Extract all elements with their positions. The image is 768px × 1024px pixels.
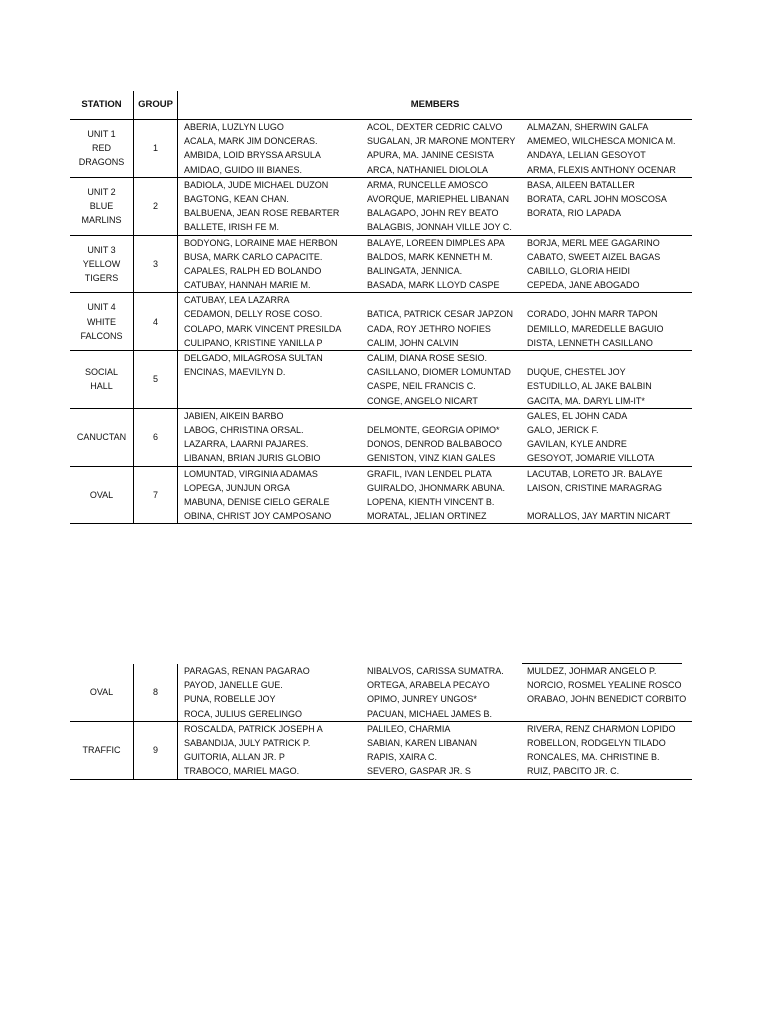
member-column [184, 664, 367, 721]
member-name: BODYONG, LORAINE MAE HERBON [184, 237, 338, 248]
member-name: CASPE, NEIL FRANCIS C. [367, 381, 476, 392]
member-name: AMEMEO, WILCHESCA MONICA M. [527, 136, 676, 147]
member-name: BADIOLA, JUDE MICHAEL DUZON [184, 179, 329, 190]
members-cell [178, 664, 693, 721]
group-number: 7 [134, 466, 178, 524]
member-name: MORALLOS, JAY MARTIN NICART [527, 511, 671, 522]
member-column [184, 236, 367, 293]
member-name: ARMA, FLEXIS ANTHONY OCENAR [527, 164, 676, 175]
member-column [184, 293, 367, 350]
station-name-line: WHITE [87, 316, 116, 327]
member-name: COLAPO, MARK VINCENT PRESILDA [184, 323, 342, 334]
member-name: ALMAZAN, SHERWIN GALFA [527, 122, 649, 132]
member-name: LOMUNTAD, VIRGINIA ADAMAS [184, 468, 318, 479]
members-cell [178, 293, 693, 351]
station-name-line: CANUCTAN [76, 432, 127, 443]
member-name: PUNA, ROBELLE JOY [184, 694, 276, 705]
member-name: SEVERO, GASPAR JR. S [367, 766, 471, 777]
member-name: CABATO, SWEET AIZEL BAGAS [527, 251, 661, 262]
station-name-line: UNIT 3 [87, 244, 116, 255]
roster-body-top [70, 91, 692, 524]
member-column [367, 293, 527, 350]
member-name: MULDEZ, JOHMAR ANGELO P. [527, 666, 657, 676]
member-column [367, 722, 527, 779]
member-column [527, 236, 692, 293]
member-name: TRABOCO, MARIEL MAGO. [184, 766, 300, 777]
member-name: ENCINAS, MAEVILYN D. [184, 367, 286, 378]
station-name-line: RED [91, 143, 111, 154]
roster-body-bottom [70, 664, 692, 779]
member-name: DUQUE, CHESTEL JOY [527, 367, 626, 378]
group-row [70, 664, 692, 721]
member-column [527, 293, 692, 350]
member-name: MABUNA, DENISE CIELO GERALE [184, 496, 330, 507]
member-name: BATICA, PATRICK CESAR JAPZON [367, 309, 514, 320]
station-name-line: UNIT 2 [87, 186, 116, 197]
member-column [367, 409, 527, 466]
member-name: BALLETE, IRISH FE M. [184, 222, 280, 233]
member-column [367, 664, 527, 721]
member-name: DELMONTE, GEORGIA OPIMO* [367, 424, 500, 435]
member-column [367, 467, 527, 524]
member-name: LABOG, CHRISTINA ORSAL. [184, 424, 304, 435]
member-name: RIVERA, RENZ CHARMON LOPIDO [527, 723, 676, 734]
member-name: CABILLO, GLORIA HEIDI [527, 265, 631, 276]
member-column [527, 409, 692, 466]
member-name: DELGADO, MILAGROSA SULTAN [184, 353, 323, 363]
member-name: ROCA, JULIUS GERELINGO [184, 708, 303, 719]
station-cell [70, 235, 134, 293]
member-name: DEMILLO, MAREDELLE BAGUIO [527, 323, 664, 334]
group-header: GROUP [134, 91, 178, 120]
header-row [70, 91, 692, 120]
member-name: BAGTONG, KEAN CHAN. [184, 193, 289, 204]
member-name: NIBALVOS, CARISSA SUMATRA. [367, 666, 504, 676]
member-name [367, 409, 527, 423]
member-name: CADA, ROY JETHRO NOFIES [367, 323, 491, 334]
member-name: PAYOD, JANELLE GUE. [184, 680, 283, 691]
member-name: PARAGAS, RENAN PAGARAO [184, 666, 310, 676]
member-name: CATUBAY, HANNAH MARIE M. [184, 280, 311, 291]
group-row [70, 351, 692, 409]
group-row [70, 235, 692, 293]
station-cell [70, 351, 134, 409]
group-row [70, 408, 692, 466]
member-name: ORTEGA, ARABELA PECAYO [367, 680, 490, 691]
member-name: ANDAYA, LELIAN GESOYOT [527, 150, 646, 161]
member-name: SUGALAN, JR MARONE MONTERY [367, 136, 516, 147]
group-number: 8 [134, 664, 178, 721]
group-number: 4 [134, 293, 178, 351]
member-name: PALILEO, CHARMIA [367, 723, 451, 734]
station-cell [70, 177, 134, 235]
member-name: CALIM, JOHN CALVIN [367, 337, 459, 348]
station-name-line: OVAL [89, 687, 114, 698]
members-cell [178, 177, 693, 235]
member-name: CAPALES, RALPH ED BOLANDO [184, 265, 322, 276]
station-name-line: MARLINS [81, 215, 122, 226]
member-column [184, 409, 367, 466]
member-name: BALBUENA, JEAN ROSE REBARTER [184, 208, 340, 219]
member-column [367, 236, 527, 293]
member-name: BALDOS, MARK KENNETH M. [367, 251, 493, 262]
roster-table-bottom [70, 664, 692, 780]
member-name: RONCALES, MA. CHRISTINE B. [527, 752, 660, 763]
member-name [527, 220, 692, 234]
member-name [367, 293, 527, 307]
member-name: OPIMO, JUNREY UNGOS* [367, 694, 477, 705]
station-name-line: YELLOW [82, 258, 121, 269]
group-row [70, 466, 692, 524]
member-column [184, 467, 367, 524]
member-column [367, 351, 527, 408]
member-column [184, 178, 367, 235]
member-name: BASA, AILEEN BATALLER [527, 179, 635, 190]
member-name: GESOYOT, JOMARIE VILLOTA [527, 453, 655, 464]
member-column [367, 178, 527, 235]
station-name-line: FALCONS [80, 330, 123, 341]
station-cell [70, 120, 134, 178]
member-name: AMBIDA, LOID BRYSSA ARSULA [184, 150, 321, 161]
station-name-line: BLUE [89, 201, 114, 212]
member-column [184, 120, 367, 177]
member-name: JABIEN, AIKEIN BARBO [184, 410, 284, 421]
member-name: CEDAMON, DELLY ROSE COSO. [184, 309, 323, 320]
group-row [70, 120, 692, 178]
member-name: RUIZ, PABCITO JR. C. [527, 766, 620, 777]
station-name-line: UNIT 4 [87, 302, 116, 313]
members-header: MEMBERS [178, 91, 693, 120]
group-number: 6 [134, 408, 178, 466]
station-name-line: DRAGONS [78, 157, 125, 168]
member-name: OBINA, CHRIST JOY CAMPOSANO [184, 511, 332, 522]
member-name: BALAGBIS, JONNAH VILLE JOY C. [367, 222, 512, 233]
station-cell [70, 293, 134, 351]
member-name [184, 379, 367, 393]
member-name: MORATAL, JELIAN ORTINEZ [367, 511, 487, 522]
member-name: LACUTAB, LORETO JR. BALAYE [527, 468, 663, 479]
station-name-line: TIGERS [84, 272, 119, 283]
members-cell [178, 408, 693, 466]
member-name: CATUBAY, LEA LAZARRA [184, 295, 290, 306]
member-column [184, 722, 367, 779]
member-name: GACITA, MA. DARYL LIM-IT* [527, 395, 645, 406]
member-name [527, 293, 692, 307]
member-column [527, 467, 692, 524]
member-name: GUITORIA, ALLAN JR. P [184, 752, 285, 763]
members-cell [178, 721, 693, 779]
member-name: DISTA, LENNETH CASILLANO [527, 337, 653, 348]
member-column [527, 664, 692, 721]
member-name: LIBANAN, BRIAN JURIS GLOBIO [184, 453, 321, 464]
member-name: BORJA, MERL MEE GAGARINO [527, 237, 660, 248]
member-name: AMIDAO, GUIDO III BIANES. [184, 164, 303, 175]
station-name-line: SOCIAL [84, 367, 118, 378]
member-name: ROSCALDA, PATRICK JOSEPH A [184, 723, 323, 734]
members-cell [178, 351, 693, 409]
member-name: CONGE, ANGELO NICART [367, 395, 478, 406]
member-name [184, 394, 367, 408]
member-name: BORATA, CARL JOHN MOSCOSA [527, 193, 667, 204]
member-column [527, 120, 692, 177]
members-cell [178, 235, 693, 293]
member-name: GENISTON, VINZ KIAN GALES [367, 453, 496, 464]
group-number: 5 [134, 351, 178, 409]
member-name: APURA, MA. JANINE CESISTA [367, 150, 494, 161]
member-name: ARCA, NATHANIEL DIOLOLA [367, 164, 489, 175]
member-name: GALES, EL JOHN CADA [527, 410, 628, 421]
member-name: RAPIS, XAIRA C. [367, 752, 438, 763]
member-name: AVORQUE, MARIEPHEL LIBANAN [367, 193, 510, 204]
group-number: 3 [134, 235, 178, 293]
roster-table-top [70, 91, 692, 524]
member-column [527, 351, 692, 408]
member-name: BASADA, MARK LLOYD CASPE [367, 280, 500, 291]
member-name: ESTUDILLO, AL JAKE BALBIN [527, 381, 652, 392]
member-name: BALAYE, LOREEN DIMPLES APA [367, 237, 505, 248]
group-row [70, 721, 692, 779]
member-name: LOPEGA, JUNJUN ORGA [184, 482, 291, 493]
member-name: NORCIO, ROSMEL YEALINE ROSCO [527, 680, 682, 691]
member-name: CASILLANO, DIOMER LOMUNTAD [367, 367, 511, 378]
station-header: STATION [70, 91, 134, 120]
member-name: SABANDIJA, JULY PATRICK P. [184, 737, 311, 748]
station-name-line: OVAL [89, 489, 114, 500]
group-row [70, 177, 692, 235]
member-name: LAISON, CRISTINE MARAGRAG [527, 482, 663, 493]
member-name: BALAGAPO, JOHN REY BEATO [367, 208, 499, 219]
station-name-line: UNIT 1 [87, 129, 116, 140]
members-cell [178, 466, 693, 524]
group-number: 9 [134, 721, 178, 779]
member-name: BALINGATA, JENNICA. [367, 265, 463, 276]
member-name: ROBELLON, RODGELYN TILADO [527, 737, 666, 748]
member-name: GUIRALDO, JHONMARK ABUNA. [367, 482, 506, 493]
member-name: ORABAO, JOHN BENEDICT CORBITO [527, 694, 687, 705]
member-column [367, 120, 527, 177]
member-name: SABIAN, KAREN LIBANAN [367, 737, 478, 748]
member-name: CULIPANO, KRISTINE YANILLA P [184, 337, 323, 348]
member-name: PACUAN, MICHAEL JAMES B. [367, 708, 493, 719]
member-column [527, 178, 692, 235]
member-name: CEPEDA, JANE ABOGADO [527, 280, 640, 291]
member-column [184, 351, 367, 408]
member-name [527, 495, 692, 509]
member-name: DONOS, DENROD BALBABOCO [367, 439, 503, 450]
group-number: 1 [134, 120, 178, 178]
member-name: GAVILAN, KYLE ANDRE [527, 439, 627, 450]
station-cell [70, 408, 134, 466]
group-row [70, 293, 692, 351]
members-cell [178, 120, 693, 178]
member-name: ACALA, MARK JIM DONCERAS. [184, 136, 318, 147]
member-column [527, 722, 692, 779]
member-name [527, 707, 692, 721]
member-name: CORADO, JOHN MARR TAPON [527, 309, 658, 320]
member-name: ARMA, RUNCELLE AMOSCO [367, 179, 489, 190]
member-name: LOPENA, KIENTH VINCENT B. [367, 496, 495, 507]
member-name: ACOL, DEXTER CEDRIC CALVO [367, 122, 503, 132]
member-name [527, 351, 692, 365]
member-name: LAZARRA, LAARNI PAJARES. [184, 439, 309, 450]
group-number: 2 [134, 177, 178, 235]
member-name: GALO, JERICK F. [527, 424, 599, 435]
member-name: ABERIA, LUZLYN LUGO [184, 122, 284, 132]
station-name-line: HALL [90, 381, 113, 392]
member-name: BUSA, MARK CARLO CAPACITE. [184, 251, 323, 262]
station-cell [70, 664, 134, 721]
station-name-line: TRAFFIC [82, 745, 121, 756]
member-name: BORATA, RIO LAPADA [527, 208, 622, 219]
member-name: CALIM, DIANA ROSE SESIO. [367, 353, 488, 363]
member-name: GRAFIL, IVAN LENDEL PLATA [367, 468, 492, 479]
station-cell [70, 721, 134, 779]
station-cell [70, 466, 134, 524]
